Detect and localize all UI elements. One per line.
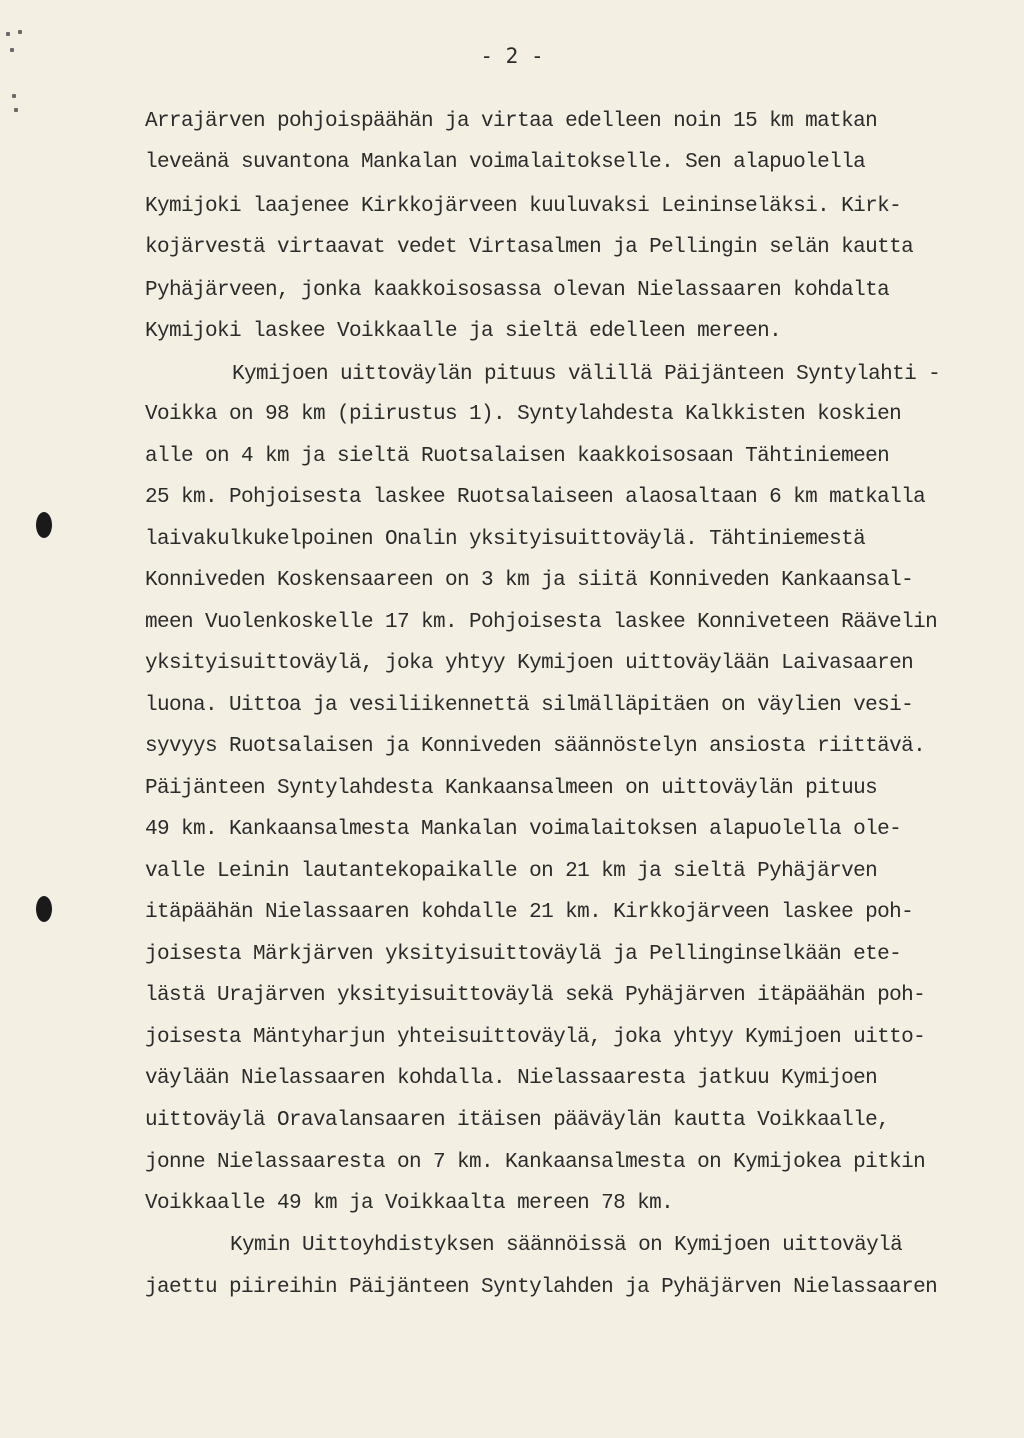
text-line: Arrajärven pohjoispäähän ja virtaa edelleen noin 15 km matkan: [145, 110, 878, 133]
text-line: itäpäähän Nielassaaren kohdalle 21 km. Kirkkojärveen laskee poh-: [145, 901, 914, 924]
text-line: laivakulkukelpoinen Onalin yksityisuittoväylä. Tähtiniemestä: [145, 528, 866, 551]
text-line: lästä Urajärven yksityisuittoväylä sekä Pyhäjärven itäpäähän poh-: [145, 984, 926, 1007]
text-line: Pyhäjärveen, jonka kaakkoisosassa olevan Nielassaaren kohdalta: [145, 279, 890, 302]
text-line: Päijänteen Syntylahdesta Kankaansalmeen on uittoväylän pituus: [145, 777, 878, 800]
text-line: väylään Nielassaaren kohdalla. Nielassaaresta jatkuu Kymijoen: [145, 1067, 878, 1090]
text-line: kojärvestä virtaavat vedet Virtasalmen ja Pellingin selän kautta: [145, 236, 914, 259]
text-line: valle Leinin lautantekopaikalle on 21 km ja sieltä Pyhäjärven: [145, 860, 878, 883]
text-line: syvyys Ruotsalaisen ja Konniveden säännöstelyn ansiosta riittävä.: [145, 735, 926, 758]
text-line: Kymijoki laskee Voikkaalle ja sieltä edelleen mereen.: [145, 320, 782, 343]
text-line: Voikkaalle 49 km ja Voikkaalta mereen 78 km.: [145, 1192, 674, 1215]
text-line: Voikka on 98 km (piirustus 1). Syntylahdesta Kalkkisten koskien: [145, 403, 902, 426]
text-line: jaettu piireihin Päijänteen Syntylahden ja Pyhäjärven Nielassaaren: [145, 1276, 938, 1299]
text-line: joisesta Märkjärven yksityisuittoväylä ja Pellinginselkään ete-: [145, 943, 902, 966]
text-line: yksityisuittoväylä, joka yhtyy Kymijoen uittoväylään Laivasaaren: [145, 652, 914, 675]
text-line: Kymin Uittoyhdistyksen säännöissä on Kymijoen uittoväylä: [230, 1234, 903, 1257]
text-line: joisesta Mäntyharjun yhteisuittoväylä, joka yhtyy Kymijoen uitto-: [145, 1026, 926, 1049]
text-line: Kymijoen uittoväylän pituus välillä Päijänteen Syntylahti -: [232, 363, 941, 386]
text-line: alle on 4 km ja sieltä Ruotsalaisen kaakkoisosaan Tähtiniemeen: [145, 445, 890, 468]
text-line: 49 km. Kankaansalmesta Mankalan voimalaitoksen alapuolella ole-: [145, 818, 902, 841]
text-line: meen Vuolenkoskelle 17 km. Pohjoisesta laskee Konniveteen Räävelin: [145, 611, 938, 634]
text-line: leveänä suvantona Mankalan voimalaitokselle. Sen alapuolella: [145, 151, 866, 174]
text-line: Kymijoki laajenee Kirkkojärveen kuuluvaksi Leininseläksi. Kirk-: [145, 195, 902, 218]
text-line: jonne Nielassaaresta on 7 km. Kankaansalmesta on Kymijokea pitkin: [145, 1151, 926, 1174]
text-line: uittoväylä Oravalansaaren itäisen pääväylän kautta Voikkaalle,: [145, 1109, 890, 1132]
text-line: Konniveden Koskensaareen on 3 km ja siitä Konniveden Kankaansal-: [145, 569, 914, 592]
text-line: luona. Uittoa ja vesiliikennettä silmälläpitäen on väylien vesi-: [145, 694, 914, 717]
page-number: - 2 -: [480, 44, 544, 68]
text-line: 25 km. Pohjoisesta laskee Ruotsalaiseen alaosaltaan 6 km matkalla: [145, 486, 926, 509]
